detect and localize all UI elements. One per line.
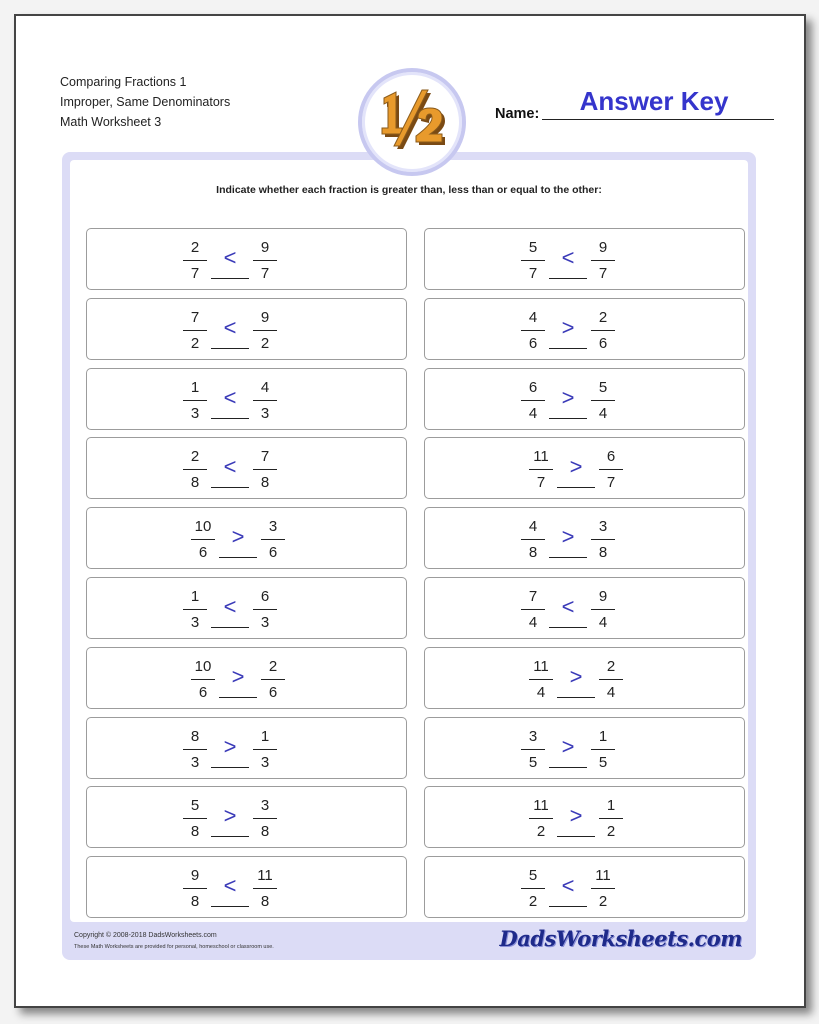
numerator: 1 bbox=[260, 727, 270, 745]
denominator: 8 bbox=[260, 893, 270, 911]
name-label: Name: bbox=[495, 106, 540, 122]
comparison-problem bbox=[424, 298, 745, 360]
comparison-symbol: > bbox=[561, 384, 575, 410]
answer-blank bbox=[211, 348, 249, 349]
denominator: 8 bbox=[260, 474, 270, 492]
right-fraction bbox=[591, 308, 615, 354]
worksheet-header bbox=[60, 72, 230, 132]
numerator: 7 bbox=[260, 448, 270, 466]
numerator: 5 bbox=[528, 239, 538, 256]
numerator: 10 bbox=[194, 657, 212, 675]
comparison-problem bbox=[86, 717, 407, 779]
right-fraction bbox=[253, 796, 277, 842]
comparison-problem bbox=[424, 437, 745, 499]
denominator: 2 bbox=[598, 893, 608, 911]
comparison-problem bbox=[86, 368, 407, 430]
left-fraction bbox=[521, 378, 545, 424]
left-fraction bbox=[521, 866, 545, 912]
comparison-symbol: > bbox=[231, 663, 245, 689]
worksheet-number: Math Worksheet 3 bbox=[60, 115, 162, 129]
numerator: 6 bbox=[260, 588, 270, 605]
left-fraction bbox=[183, 308, 207, 354]
fraction-bar bbox=[521, 330, 545, 331]
fraction-bar bbox=[261, 679, 285, 680]
denominator: 7 bbox=[260, 265, 270, 282]
fraction-bar bbox=[183, 260, 207, 261]
numerator: 11 bbox=[595, 867, 611, 885]
answer-blank bbox=[219, 557, 257, 558]
left-fraction bbox=[183, 727, 207, 773]
denominator: 4 bbox=[528, 614, 538, 631]
numerator: 3 bbox=[528, 727, 538, 745]
fraction-bar bbox=[521, 609, 545, 610]
answer-blank bbox=[549, 557, 587, 558]
denominator: 3 bbox=[260, 753, 270, 771]
comparison-problem bbox=[86, 856, 407, 918]
answer-blank bbox=[219, 697, 257, 698]
comparison-problem bbox=[86, 647, 407, 709]
one-half-logo bbox=[358, 68, 466, 176]
comparison-symbol: > bbox=[231, 524, 245, 550]
left-fraction bbox=[521, 727, 545, 773]
denominator: 8 bbox=[190, 893, 200, 911]
denominator: 8 bbox=[260, 823, 270, 841]
fraction-bar bbox=[253, 260, 277, 261]
copyright-text: Copyright © 2008-2018 DadsWorksheets.com bbox=[74, 932, 217, 939]
fraction-bar bbox=[599, 818, 623, 819]
comparison-problem bbox=[424, 717, 745, 779]
denominator: 3 bbox=[190, 614, 200, 631]
fraction-bar bbox=[521, 539, 545, 540]
fraction-bar bbox=[191, 679, 215, 680]
comparison-symbol: < bbox=[223, 873, 237, 899]
fraction-bar bbox=[183, 749, 207, 750]
numerator: 8 bbox=[190, 727, 200, 745]
comparison-problem bbox=[424, 507, 745, 569]
numerator: 1 bbox=[190, 378, 200, 396]
numerator: 1 bbox=[190, 588, 200, 605]
comparison-symbol: < bbox=[223, 594, 237, 619]
denominator: 2 bbox=[190, 334, 200, 352]
comparison-problem bbox=[424, 786, 745, 848]
answer-blank bbox=[211, 487, 249, 488]
numerator: 2 bbox=[190, 239, 200, 256]
fraction-bar bbox=[591, 609, 615, 610]
fraction-bar bbox=[183, 400, 207, 401]
right-fraction bbox=[253, 308, 277, 354]
answer-blank bbox=[211, 836, 249, 837]
numerator: 10 bbox=[194, 518, 212, 536]
denominator: 5 bbox=[598, 753, 608, 771]
fraction-bar bbox=[529, 818, 553, 819]
fraction-bar bbox=[253, 469, 277, 470]
numerator: 6 bbox=[528, 378, 538, 396]
numerator: 5 bbox=[598, 378, 608, 396]
left-fraction bbox=[183, 866, 207, 912]
fraction-bar bbox=[521, 400, 545, 401]
numerator: 9 bbox=[260, 239, 270, 256]
left-fraction bbox=[183, 796, 207, 842]
numerator: 5 bbox=[190, 797, 200, 815]
fraction-bar bbox=[253, 749, 277, 750]
fraction-bar bbox=[521, 749, 545, 750]
fraction-bar bbox=[591, 260, 615, 261]
denominator: 8 bbox=[190, 823, 200, 841]
denominator: 8 bbox=[528, 544, 538, 562]
right-fraction bbox=[599, 447, 623, 493]
fraction-bar bbox=[591, 749, 615, 750]
denominator: 5 bbox=[528, 753, 538, 771]
fraction-bar bbox=[529, 469, 553, 470]
comparison-problem bbox=[86, 786, 407, 848]
fraction-bar bbox=[183, 469, 207, 470]
answer-blank bbox=[211, 906, 249, 907]
comparison-symbol: < bbox=[223, 454, 237, 480]
denominator: 8 bbox=[598, 544, 608, 562]
left-fraction bbox=[521, 238, 545, 284]
worksheet-frame bbox=[62, 152, 756, 960]
one-half-icon bbox=[370, 84, 454, 154]
worksheet-title: Comparing Fractions 1 bbox=[60, 75, 187, 89]
numerator: 11 bbox=[533, 797, 549, 815]
numerator: 3 bbox=[598, 518, 608, 536]
comparison-problem bbox=[86, 507, 407, 569]
denominator: 7 bbox=[598, 265, 608, 282]
fraction-bar bbox=[591, 888, 615, 889]
denominator: 8 bbox=[190, 474, 200, 492]
numerator: 4 bbox=[260, 378, 270, 396]
answer-key-text: Answer Key bbox=[579, 86, 729, 116]
comparison-problem bbox=[424, 577, 745, 639]
fraction-bar bbox=[253, 330, 277, 331]
fraction-bar bbox=[183, 888, 207, 889]
numerator: 3 bbox=[260, 797, 270, 815]
numerator: 11 bbox=[257, 867, 273, 885]
fraction-bar bbox=[599, 469, 623, 470]
denominator: 4 bbox=[536, 683, 546, 701]
denominator: 4 bbox=[528, 404, 538, 422]
comparison-symbol: < bbox=[223, 314, 237, 340]
left-fraction bbox=[183, 378, 207, 424]
brand-logo: DadsWorksheets.com bbox=[499, 926, 742, 951]
denominator: 3 bbox=[190, 404, 200, 422]
fraction-bar bbox=[591, 330, 615, 331]
answer-blank bbox=[549, 278, 587, 279]
denominator: 4 bbox=[606, 683, 616, 701]
comparison-symbol: > bbox=[569, 454, 583, 480]
fraction-bar bbox=[253, 609, 277, 610]
left-fraction bbox=[521, 308, 545, 354]
right-fraction bbox=[591, 517, 615, 563]
fraction-bar bbox=[599, 679, 623, 680]
numerator: 9 bbox=[598, 588, 608, 605]
right-fraction bbox=[591, 378, 615, 424]
problems-area bbox=[70, 160, 748, 922]
denominator: 6 bbox=[598, 334, 608, 352]
numerator: 9 bbox=[190, 867, 200, 885]
comparison-problem bbox=[86, 298, 407, 360]
fraction-bar bbox=[183, 609, 207, 610]
left-fraction bbox=[183, 447, 207, 493]
fraction-bar bbox=[253, 400, 277, 401]
comparison-symbol: > bbox=[569, 803, 583, 829]
comparison-symbol: < bbox=[223, 384, 237, 410]
denominator: 2 bbox=[606, 823, 616, 841]
right-fraction bbox=[253, 866, 277, 912]
left-fraction bbox=[183, 238, 207, 284]
fraction-bar bbox=[521, 888, 545, 889]
numerator: 2 bbox=[606, 657, 616, 675]
comparison-symbol: > bbox=[561, 733, 575, 759]
denominator: 3 bbox=[190, 753, 200, 771]
right-fraction bbox=[261, 657, 285, 703]
comparison-problem bbox=[424, 856, 745, 918]
numerator: 3 bbox=[268, 518, 278, 536]
comparison-problem bbox=[86, 228, 407, 290]
left-fraction bbox=[183, 587, 207, 633]
right-fraction bbox=[591, 238, 615, 284]
comparison-symbol: > bbox=[561, 314, 575, 340]
answer-blank bbox=[557, 836, 595, 837]
answer-blank bbox=[211, 278, 249, 279]
answer-blank bbox=[211, 767, 249, 768]
instruction-text: Indicate whether each fraction is greater than, less than or equal to the other: bbox=[216, 184, 602, 196]
right-fraction bbox=[253, 238, 277, 284]
answer-blank bbox=[549, 627, 587, 628]
right-fraction bbox=[261, 517, 285, 563]
denominator: 6 bbox=[198, 544, 208, 562]
answer-blank bbox=[549, 348, 587, 349]
left-fraction bbox=[521, 517, 545, 563]
numerator: 9 bbox=[260, 308, 270, 326]
fraction-bar bbox=[529, 679, 553, 680]
fraction-bar bbox=[591, 400, 615, 401]
numerator: 9 bbox=[598, 239, 608, 256]
comparison-problem bbox=[424, 647, 745, 709]
numerator: 7 bbox=[528, 588, 538, 605]
comparison-symbol: < bbox=[223, 245, 237, 270]
numerator: 7 bbox=[190, 308, 200, 326]
numerator: 5 bbox=[528, 867, 538, 885]
fraction-bar bbox=[183, 330, 207, 331]
worksheet-subtitle: Improper, Same Denominators bbox=[60, 95, 231, 109]
fraction-bar bbox=[191, 539, 215, 540]
numerator: 4 bbox=[528, 308, 538, 326]
answer-blank bbox=[211, 627, 249, 628]
denominator: 7 bbox=[536, 474, 546, 492]
disclaimer-text: These Math Worksheets are provided for personal, homeschool or classroom use. bbox=[74, 944, 274, 950]
answer-blank bbox=[557, 697, 595, 698]
denominator: 6 bbox=[268, 683, 278, 701]
fraction-bar bbox=[253, 818, 277, 819]
numerator: 1 bbox=[598, 727, 608, 745]
fraction-bar bbox=[183, 818, 207, 819]
right-fraction bbox=[599, 796, 623, 842]
comparison-problem bbox=[424, 368, 745, 430]
right-fraction bbox=[253, 587, 277, 633]
denominator: 3 bbox=[260, 614, 270, 631]
comparison-symbol: > bbox=[569, 663, 583, 689]
numerator: 4 bbox=[528, 518, 538, 536]
left-fraction bbox=[529, 657, 553, 703]
denominator: 6 bbox=[268, 544, 278, 562]
numerator: 2 bbox=[268, 657, 278, 675]
left-fraction bbox=[529, 447, 553, 493]
fraction-bar bbox=[591, 539, 615, 540]
denominator: 3 bbox=[260, 404, 270, 422]
denominator: 7 bbox=[528, 265, 538, 282]
numerator: 2 bbox=[190, 448, 200, 466]
worksheet-footer bbox=[70, 928, 748, 956]
denominator: 2 bbox=[260, 334, 270, 352]
comparison-symbol: < bbox=[561, 245, 575, 270]
denominator: 6 bbox=[198, 683, 208, 701]
left-fraction bbox=[191, 657, 215, 703]
denominator: 7 bbox=[190, 265, 200, 282]
name-line bbox=[542, 119, 774, 120]
denominator: 4 bbox=[598, 614, 608, 631]
denominator: 7 bbox=[606, 474, 616, 492]
right-fraction bbox=[253, 447, 277, 493]
right-fraction bbox=[591, 866, 615, 912]
answer-blank bbox=[557, 487, 595, 488]
answer-blank bbox=[549, 906, 587, 907]
left-fraction bbox=[529, 796, 553, 842]
comparison-symbol: > bbox=[223, 733, 237, 759]
fraction-bar bbox=[253, 888, 277, 889]
answer-blank bbox=[549, 767, 587, 768]
left-fraction bbox=[521, 587, 545, 633]
numerator: 1 bbox=[606, 797, 616, 815]
numerator: 11 bbox=[533, 448, 549, 466]
denominator: 2 bbox=[536, 823, 546, 841]
numerator: 6 bbox=[606, 448, 616, 466]
denominator: 4 bbox=[598, 404, 608, 422]
denominator: 2 bbox=[528, 893, 538, 911]
fraction-bar bbox=[261, 539, 285, 540]
numerator: 2 bbox=[598, 308, 608, 326]
comparison-symbol: < bbox=[561, 594, 575, 619]
right-fraction bbox=[253, 727, 277, 773]
numerator: 11 bbox=[533, 657, 549, 675]
right-fraction bbox=[599, 657, 623, 703]
fraction-bar bbox=[521, 260, 545, 261]
answer-blank bbox=[211, 418, 249, 419]
comparison-symbol: < bbox=[561, 873, 575, 899]
right-fraction bbox=[591, 727, 615, 773]
comparison-symbol: > bbox=[561, 524, 575, 550]
comparison-problem bbox=[86, 437, 407, 499]
right-fraction bbox=[253, 378, 277, 424]
left-fraction bbox=[191, 517, 215, 563]
comparison-symbol: > bbox=[223, 803, 237, 829]
right-fraction bbox=[591, 587, 615, 633]
comparison-problem bbox=[86, 577, 407, 639]
denominator: 6 bbox=[528, 334, 538, 352]
worksheet-page bbox=[14, 14, 806, 1008]
comparison-problem bbox=[424, 228, 745, 290]
answer-blank bbox=[549, 418, 587, 419]
